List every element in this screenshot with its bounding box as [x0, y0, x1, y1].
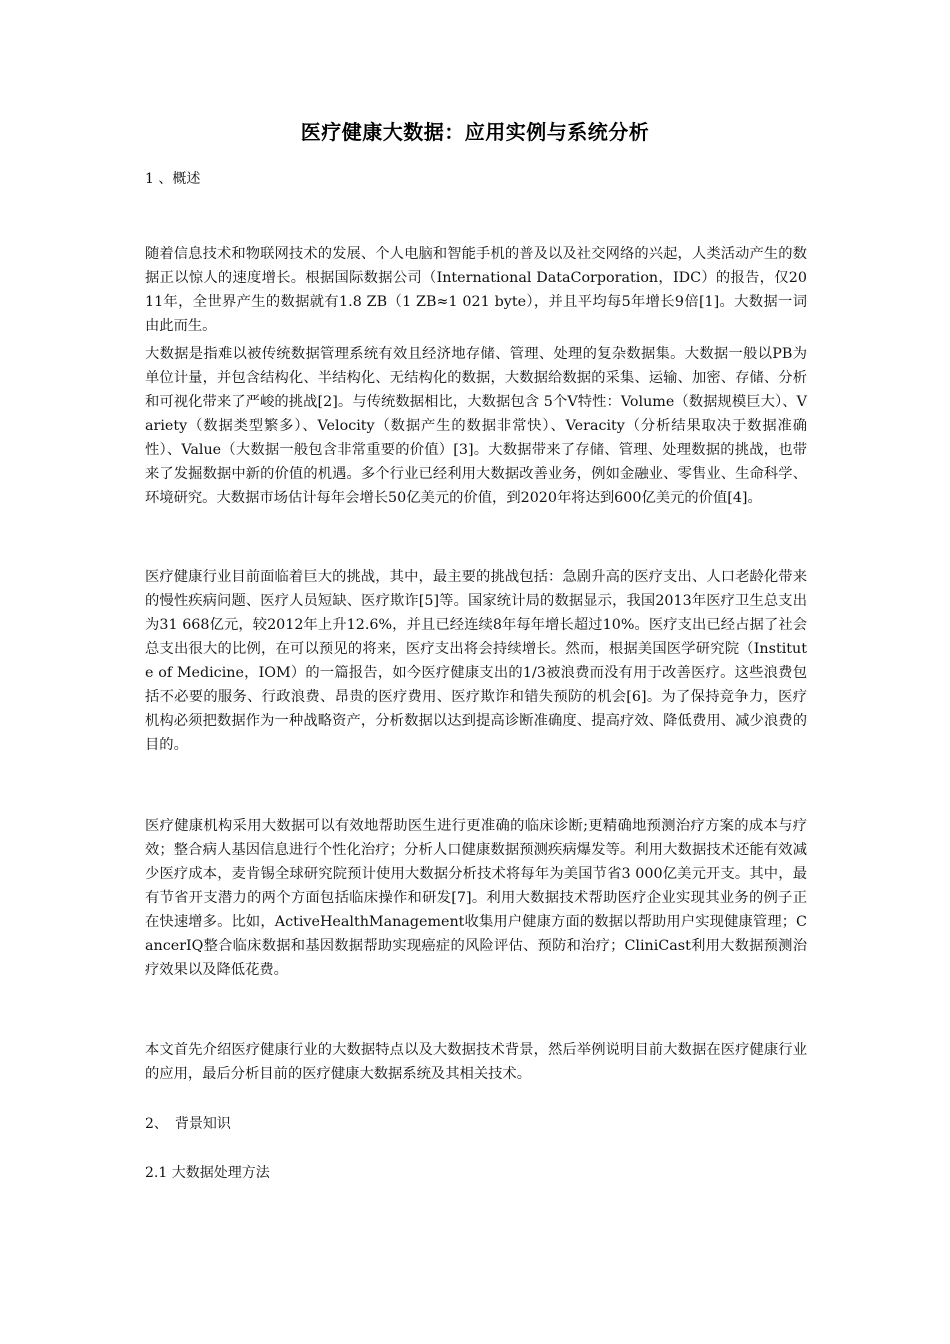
document-title: 医疗健康大数据：应用实例与系统分析	[300, 120, 650, 144]
paragraph-intro: 随着信息技术和物联网技术的发展、个人电脑和智能手机的普及以及社交网络的兴起，人类活动产生的数据正以惊人的速度增长。根据国际数据公司（International DataCorporation，IDC）的报告，仅2011年，全世界产生的数据就有1.8 ZB（1 ZB≈1 021 byte），并且平均每5年增长9倍[1]。大数据一词由此而生。	[145, 246, 807, 334]
paragraph-healthcare-challenges: 医疗健康行业目前面临着巨大的挑战，其中，最主要的挑战包括：急剧升高的医疗支出、人口老龄化带来的慢性疾病问题、医疗人员短缺、医疗欺诈[5]等。国家统计局的数据显示，我国2013年医疗卫生总支出为31 668亿元，较2012年上升12.6%，并且已经连续8年每年增长超过10%。医疗支出已经占据了社会总支出很大的比例，在可以预见的将来，医疗支出将会持续增长。然而，根据美国医学研究院（Institute of Medicine，IOM）的一篇报告，如今医疗健康支出的1/3被浪费而没有用于改善医疗。这些浪费包括不必要的服务、行政浪费、昂贵的医疗费用、医疗欺诈和错失预防的机会[6]。为了保持竞争力，医疗机构必须把数据作为一种战略资产，分析数据以达到提高诊断准确度、提高疗效、降低费用、减少浪费的目的。	[145, 569, 807, 753]
subsection-heading-processing-methods: 2.1 大数据处理方法	[145, 1165, 270, 1181]
section-heading-overview: 1 、概述	[145, 171, 201, 187]
paragraph-healthcare-big-data-uses: 医疗健康机构采用大数据可以有效地帮助医生进行更准确的临床诊断;更精确地预测治疗方案的成本与疗效；整合病人基因信息进行个性化治疗；分析人口健康数据预测疾病爆发等。利用大数据技术还能有效减少医疗成本，麦肯锡全球研究院预计使用大数据分析技术将每年为美国节省3 000亿美元开支。其中，最有节省开支潜力的两个方面包括临床操作和研发[7]。利用大数据技术帮助医疗企业实现其业务的例子正在快速增多。比如，ActiveHealthManagement收集用户健康方面的数据以帮助用户实现健康管理；CancerIQ整合临床数据和基因数据帮助实现癌症的风险评估、预防和治疗；CliniCast利用大数据预测治疗效果以及降低花费。	[145, 818, 807, 978]
paragraph-big-data-definition: 大数据是指难以被传统数据管理系统有效且经济地存储、管理、处理的复杂数据集。大数据一般以PB为单位计量，并包含结构化、半结构化、无结构化的数据，大数据给数据的采集、运输、加密、存储、分析和可视化带来了严峻的挑战[2]。与传统数据相比，大数据包含 5个V特性：Volume（数据规模巨大）、Variety（数据类型繁多）、Velocity（数据产生的数据非常快）、Veracity（分析结果取决于数据准确性）、Value（大数据一般包含非常重要的价值）[3]。大数据带来了存储、管理、处理数据的挑战，也带来了发掘数据中新的价值的机遇。多个行业已经利用大数据改善业务，例如金融业、零售业、生命科学、环境研究。大数据市场估计每年会增长50亿美元的价值，到2020年将达到600亿美元的价值[4]。	[145, 346, 807, 506]
paragraph-article-outline: 本文首先介绍医疗健康行业的大数据特点以及大数据技术背景，然后举例说明目前大数据在医疗健康行业的应用，最后分析目前的医疗健康大数据系统及其相关技术。	[145, 1042, 807, 1082]
section-heading-background: 2、 背景知识	[145, 1116, 231, 1132]
